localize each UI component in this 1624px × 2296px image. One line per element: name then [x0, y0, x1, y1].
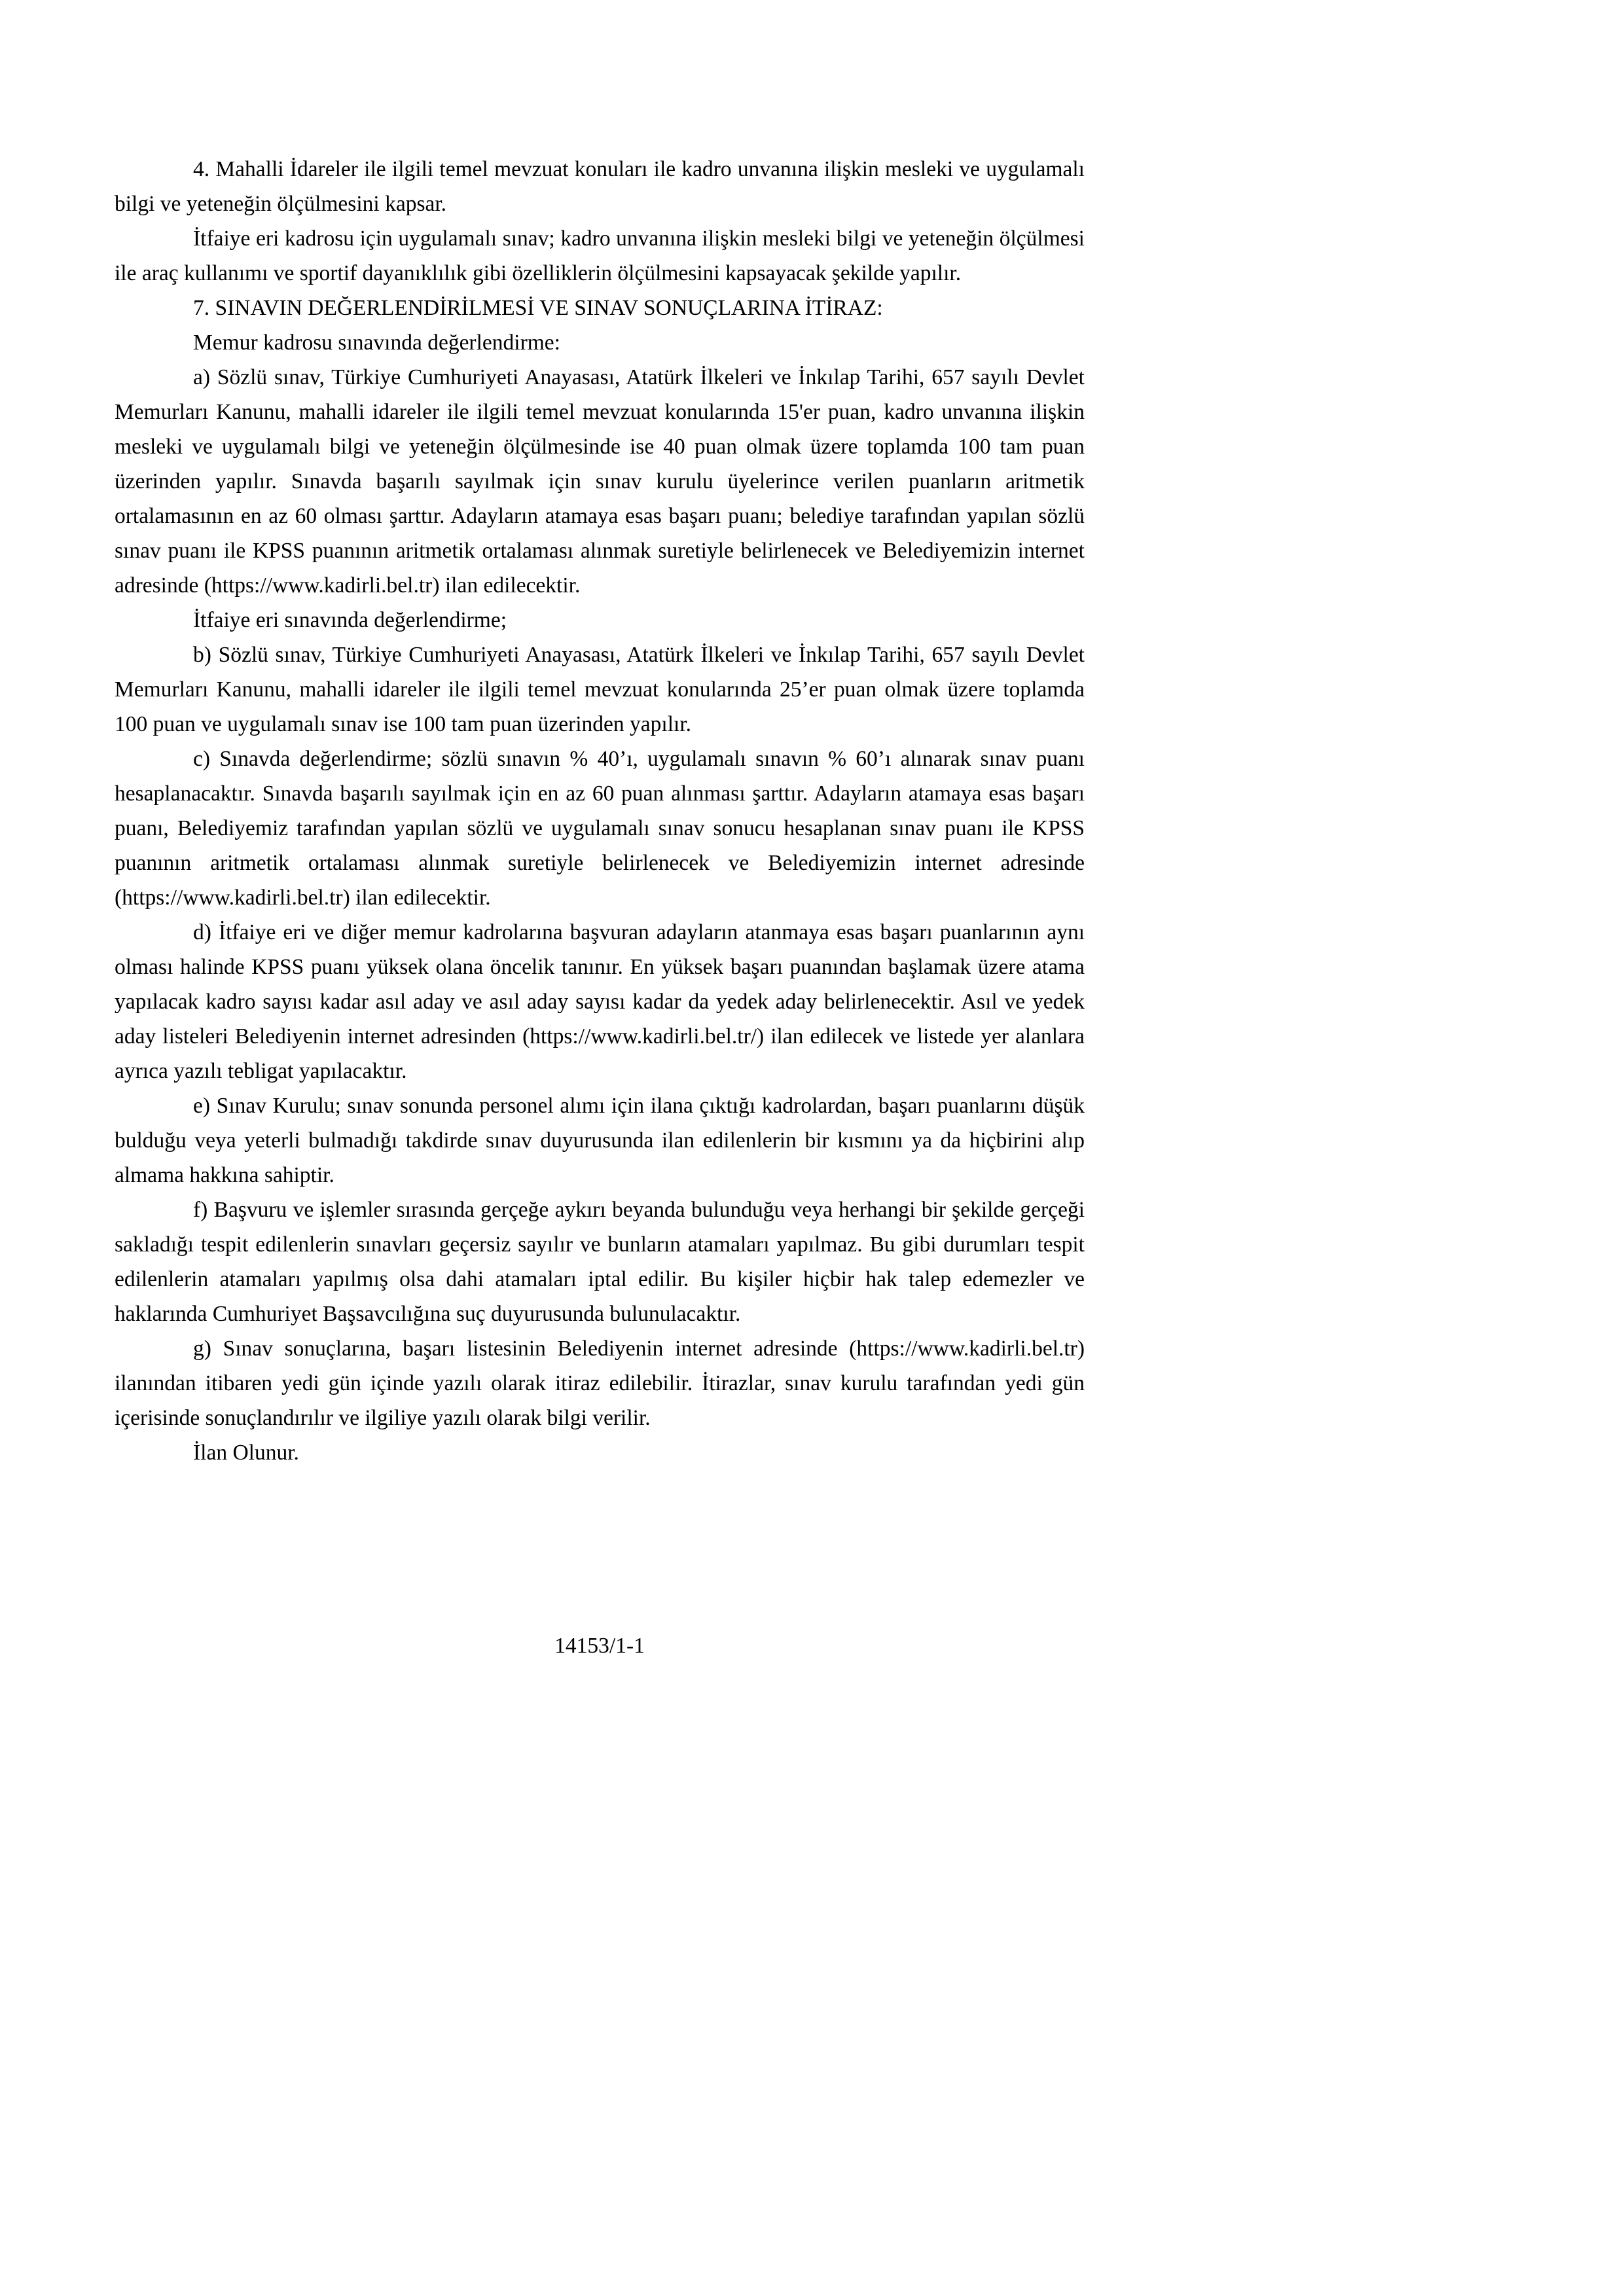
paragraph-item-a: a) Sözlü sınav, Türkiye Cumhuriyeti Anayasası, Atatürk İlkeleri ve İnkılap Tarihi, 657 sayılı Devlet Memurları Kanunu, mahalli idareler ile ilgili temel mevzuat konularında 15'er puan, kadro unvanına ilişkin mesleki ve uygulamalı bilgi ve yeteneğin ölçülmesinde ise 40 puan olmak üzere toplamda 100 tam puan üzerinden yapılır. Sınavda başarılı sayılmak için sınav kurulu üyelerince verilen puanların aritmetik ortalamasının en az 60 olması şarttır. Adayların atamaya esas başarı puanı; belediye tarafından yapılan sözlü sınav puanı ile KPSS puanının aritmetik ortalaması alınmak suretiyle belirlenecek ve Belediyemizin internet adresinde (https://www.kadirli.bel.tr) ilan edilecektir. [115, 365, 1085, 598]
paragraph-itfaiye-eri-degerlendirme: İtfaiye eri sınavında değerlendirme; [193, 608, 507, 632]
heading-section-7: 7. SINAVIN DEĞERLENDİRİLMESİ VE SINAV SONUÇLARINA İTİRAZ: [193, 296, 883, 320]
paragraph-memur-kadrosu-degerlendirme: Memur kadrosu sınavında değerlendirme: [193, 331, 560, 355]
paragraph-ilan-olunur: İlan Olunur. [193, 1441, 299, 1465]
paragraph-item-d: d) İtfaiye eri ve diğer memur kadrolarına başvuran adayların atanmaya esas başarı puanlarının aynı olması halinde KPSS puanı yüksek olana öncelik tanınır. En yüksek başarı puanından başlamak üzere atama yapılacak kadro sayısı kadar asıl aday ve asıl aday sayısı kadar da yedek aday belirlenecektir. Asıl ve yedek aday listeleri Belediyenin internet adresinden (https://www.kadirli.bel.tr/) ilan edilecek ve listede yer alanlara ayrıca yazılı tebligat yapılacaktır. [115, 920, 1085, 1083]
paragraph-item-b: b) Sözlü sınav, Türkiye Cumhuriyeti Anayasası, Atatürk İlkeleri ve İnkılap Tarihi, 657 sayılı Devlet Memurları Kanunu, mahalli idareler ile ilgili temel mevzuat konularında 25’er puan olmak üzere toplamda 100 puan ve uygulamalı sınav ise 100 tam puan üzerinden yapılır. [115, 643, 1085, 736]
paragraph-itfaiye-uygulamali-sinav: İtfaiye eri kadrosu için uygulamalı sınav; kadro unvanına ilişkin mesleki bilgi ve yeteneğin ölçülmesi ile araç kullanımı ve sportif dayanıklılık gibi özelliklerin ölçülmesini kapsayacak şekilde yapılır. [115, 226, 1085, 285]
document-body [115, 152, 1085, 1470]
paragraph-item-c: c) Sınavda değerlendirme; sözlü sınavın % 40’ı, uygulamalı sınavın % 60’ı alınarak sınav puanı hesaplanacaktır. Sınavda başarılı sayılmak için en az 60 puan alınması şarttır. Adayların atamaya esas başarı puanı, Belediyemiz tarafından yapılan sözlü ve uygulamalı sınav sonucu hesaplanan sınav puanı ile KPSS puanının aritmetik ortalaması alınmak suretiyle belirlenecek ve Belediyemizin internet adresinde (https://www.kadirli.bel.tr) ilan edilecektir. [115, 747, 1085, 910]
paragraph-item-f: f) Başvuru ve işlemler sırasında gerçeğe aykırı beyanda bulunduğu veya herhangi bir şekilde gerçeği sakladığı tespit edilenlerin sınavları geçersiz sayılır ve bunların atamaları yapılmaz. Bu gibi durumları tespit edilenlerin atamaları yapılmış olsa dahi atamaları iptal edilir. Bu kişiler hiçbir hak talep edemezler ve haklarında Cumhuriyet Başsavcılığına suç duyurusunda bulunulacaktır. [115, 1198, 1085, 1326]
footer-reference-code: 14153/1-1 [554, 1634, 645, 1658]
paragraph-item-4: 4. Mahalli İdareler ile ilgili temel mevzuat konuları ile kadro unvanına ilişkin mesleki ve uygulamalı bilgi ve yeteneğin ölçülmesini kapsar. [115, 157, 1085, 216]
paragraph-item-e: e) Sınav Kurulu; sınav sonunda personel alımı için ilana çıktığı kadrolardan, başarı puanlarını düşük bulduğu veya yeterli bulmadığı takdirde sınav duyurusunda ilan edilenlerin bir kısmını ya da hiçbirini alıp almama hakkına sahiptir. [115, 1094, 1085, 1187]
paragraph-item-g: g) Sınav sonuçlarına, başarı listesinin Belediyenin internet adresinde (https://www.kadirli.bel.tr) ilanından itibaren yedi gün içinde yazılı olarak itiraz edilebilir. İtirazlar, sınav kurulu tarafından yedi gün içerisinde sonuçlandırılır ve ilgiliye yazılı olarak bilgi verilir. [115, 1336, 1085, 1430]
